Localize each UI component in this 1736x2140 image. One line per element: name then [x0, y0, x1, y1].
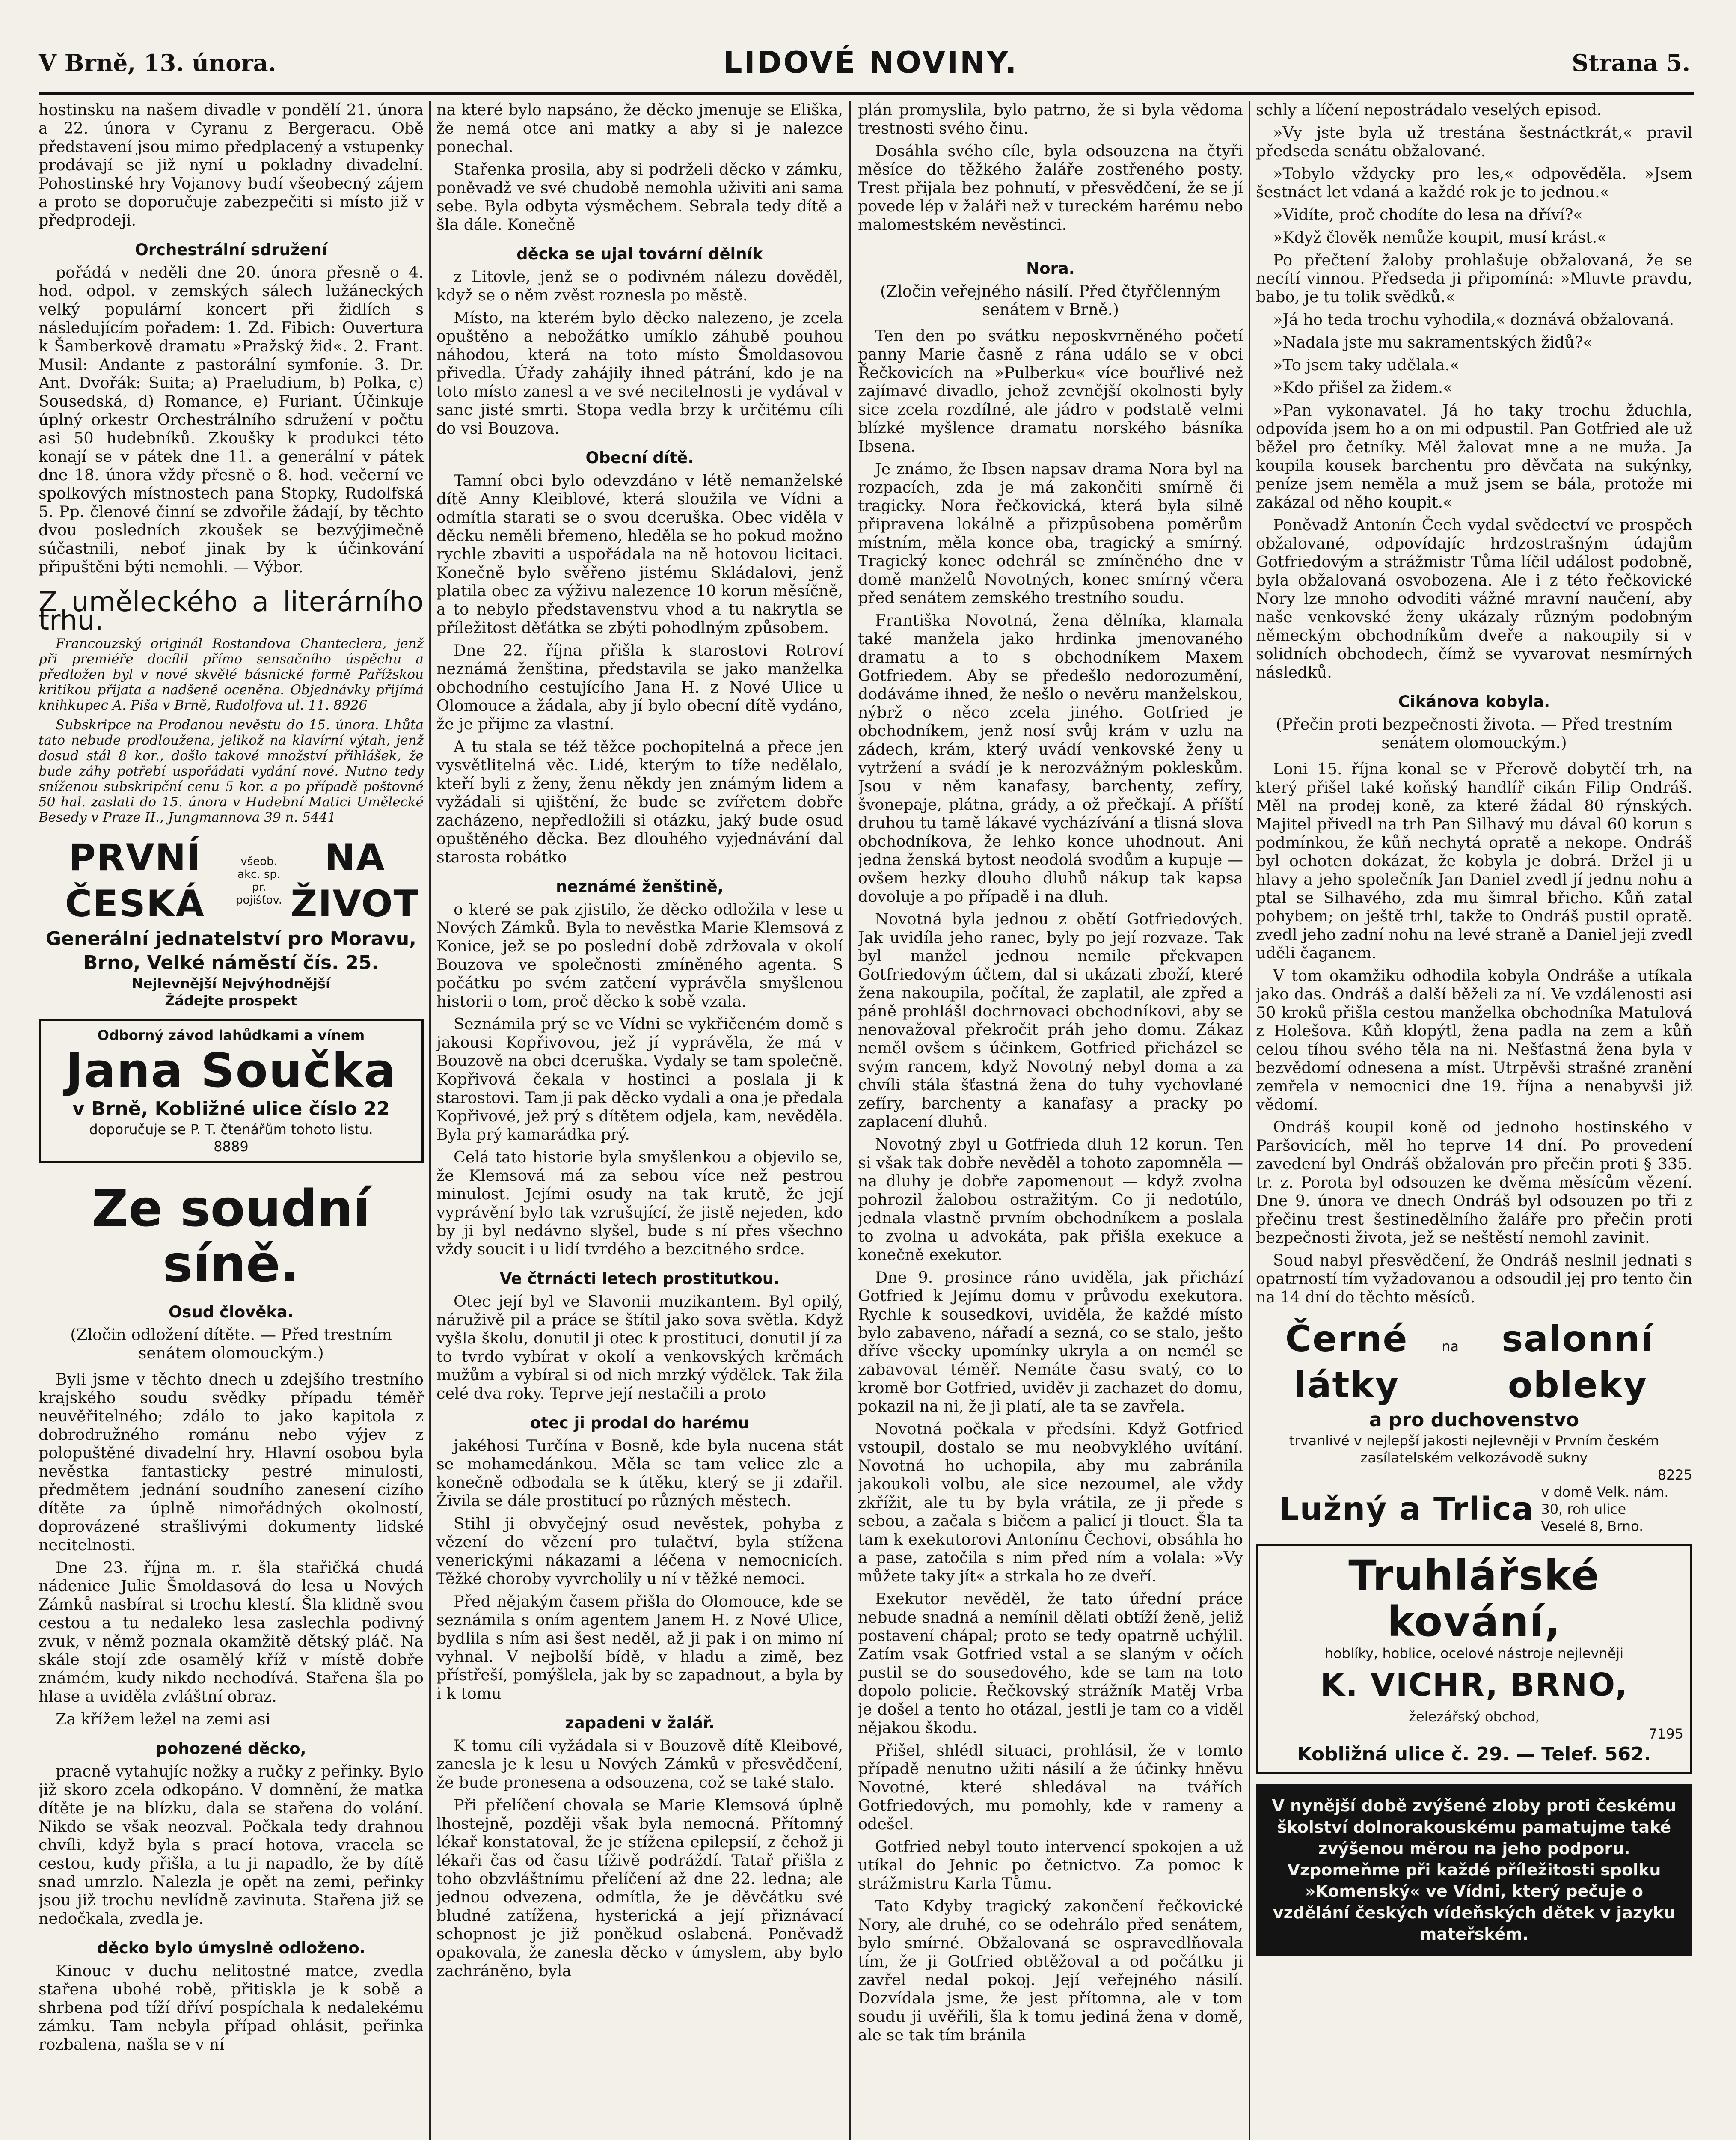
- inline-heading: neznámé ženštině,: [556, 877, 724, 896]
- ad-firm-name: Lužný a Trlica: [1279, 1491, 1534, 1528]
- komensky-appeal: [1256, 1784, 1692, 1956]
- article-paragraph: plán promyslila, bylo patrno, že si byla vědoma trestnosti svého činu.: [858, 101, 1243, 137]
- article-paragraph: Seznámila prý se ve Vídni se vykřičeném domě s jakousi Kopřivovou, jež jí vyprávěla, že má v Bouzově na obci dceruška. Vydaly se tam společně. Kopřivová čekala v hostinci a poslala ji k starostovi. Tam ji pak děcko vydali a ona je předala Kopřivové, jež prý s dítětem odjela, kam, nevěděla. Byla prý kamarádka prý.: [436, 1015, 843, 1144]
- article-paragraph: Soud nabyl přesvědčení, že Ondráš neslnil jednati s opatrností tím vyžadovanou a odsoudil jej pro tento čin na 14 dní do těchto měsíců.: [1256, 1251, 1692, 1306]
- dialogue-line: »Vidíte, proč chodíte do lesa na dříví?«: [1273, 205, 1583, 224]
- article-paragraph: Kinouc v duchu nelitostné matce, zvedla stařena ubohé robě, přitiskla je k sobě a shrbena pod tíží dříví pospíchala k nedalekému zámku. Tam nebyla případ ohlásit, peřinka rozbalena, našla se v ní: [39, 1962, 424, 2054]
- article-paragraph: Dne 22. října přišla k starostovi Rotroví neznámá ženština, představila se jako manželka obchodního cestujícího Jana H. z Nové Ulice u Olomouce a žádala, aby jí bylo obecní dítě vydáno, že je přijme za vlastní.: [436, 641, 843, 733]
- article-paragraph: Loni 15. října konal se v Přerově dobytčí trh, na který přišel také koňský handlíř cikán Filip Ondráš. Měl na prodej koně, za které žádal 80 rýnských. Majitel přivedl na trh Pan Silhavý mu dával 60 korun s podmínkou, že kůň nechytá opratě a nekope. Ondráš byl ochoten dokázat, že kobyla je dobrá. Držel ji u hlavy a jeho společník Jan Daniel zvedl jí jednu nohu a ptal se Silhavého, zda mu šimral břicho. Kůň zatal pohybem; on ještě trhl, takže to Ondráš pustil opratě. zvedl jeho zadní nohu na levé straně a Daniel jeji zvedl uděli čaganem.: [1256, 760, 1692, 962]
- ad-line: Žádejte prospekt: [165, 993, 297, 1009]
- article-paragraph: pracně vytahujíc nožky a ručky z peřinky. Bylo již skoro zcela odkopáno. V domnění, že matka dítěte je na blízku, dala se stařena do volání. Nikdo se však neozval. Počkala tedy drahnou chvíli, když byla s prací hotova, vracela se cestou, kudy přišla, a tu ji napadlo, že by dítě snad umrzlo. Nalezla je opět na zemi, peřinky jsou již trochu nevlídně zavinuta. Stařena již se nedočkala, zvedla je.: [39, 1762, 424, 1928]
- article-paragraph: o které se pak zjistilo, že děcko odložila v lese u Nových Zámků. Byla to nevěstka Marie Klemsová z Konice, jež se po poslední době zdržovala v okolí Bouzova ve společnosti zmíněného agenta. S počátku po svém zatčení vyprávěla smyšlenou historii o tom, proč děcko k sobě vzala.: [436, 900, 843, 1011]
- ad-line: trvanlivé v nejlepší jakosti nejlevněji v Prvním českém zasílatelském velkozávodě sukny: [1289, 1433, 1659, 1466]
- column-3: [858, 101, 1243, 2140]
- section-title: Ze soudní síně.: [92, 1179, 371, 1293]
- article-subtitle: (Zločin veřejného násilí. Před čtyřčlenným senátem v Brně.): [880, 282, 1221, 319]
- article-paragraph: Dne 9. prosince ráno uviděla, jak přichází Gotfried k Jejímu domu v průvodu exekutora. Rychle k sousedkovi, uviděla, že každé místo bylo zabaveno, nářadí a sezná, co se stalo, ješto dříve všecky upomínky ukryla a on nemél se zabavovat téměř. Nemáte času svatý, co to kromě bor Gotfried, uviděv ji zachazet do domu, pokazil na ni, že ji platí, ale ta se zavřela.: [858, 1268, 1243, 1415]
- ad-firm-name: K. VICHR, BRNO,: [1320, 1667, 1628, 1703]
- article-paragraph: Dne 23. října m. r. šla stařičká chudá nádenice Julie Šmoldasová do lesa u Nových Zámků nasbírat si trochu klestí. Šla klidně svou cestou a tu nedaleko lesa zaslechla podivný zvuk, v němž poznala okamžitě dětský pláč. Na skále stojí zde osamělý kříž v místě dobře známém, kudy nikdo nechodívá. Stařena šla po hlase a uviděla zvláštní obraz.: [39, 1558, 424, 1706]
- notice-paragraph: Subskripce na Prodanou nevěstu do 15. února. Lhůta tato nebude prodloužena, jelikož na klavírní výtah, jenž dosud stál 8 kor., došlo takové množství přihlášek, že bude záhy potřebí uspořádati vydání nové. Nutno tedy sníženou subskripční cenu 5 kor. a po případě poštovné 50 hal. zaslati do 15. února v Hudební Matici Umělecké Besedy v Praze II., Jungmannova 39 n. 5441: [39, 717, 424, 825]
- section-title: Z uměleckého a literárního trhu.: [39, 586, 424, 636]
- inline-heading: Obecní dítě.: [585, 449, 694, 467]
- article-paragraph: Stařenka prosila, aby si podrželi děcko v zámku, poněvadž ve své chudobě nemohla uživiti ani sama sebe. Byla odbyta výsměchem. Sebrala tedy dítě a šla dále. Konečně: [436, 160, 843, 234]
- ad-headline: PRVNÍ ČESKÁ: [65, 836, 205, 925]
- ad-line: Nejlevnější Nejvýhodnější: [132, 975, 330, 992]
- article-title: Cikánova kobyla.: [1398, 693, 1550, 711]
- article-subtitle: (Přečin proti bezpečnosti života. — Před trestním senátem olomouckým.): [1276, 715, 1673, 752]
- ad-code: 7195: [1648, 1726, 1683, 1742]
- article-paragraph: K tomu cíli vyžádala si v Bouzově dítě Kleibové, zanesla je k lesu u Nových Zámků v přesvědčení, že bude pronesena a odsouzena, což se také stalo.: [436, 1736, 843, 1792]
- column-divider: [429, 101, 431, 2140]
- fabric-advertisement: [1256, 1316, 1692, 1535]
- dialogue-line: »Tobylo vždycky pro les,« odpověděla. »Jsem šestnáct let vdaná a každé rok je to jednou.«: [1256, 164, 1692, 201]
- page-number: Strana 5.: [1572, 49, 1690, 77]
- article-paragraph: na které bylo napsáno, že děcko jmenuje se Eliška, že nemá otce ani matky a aby si je nalezce ponechal.: [436, 101, 843, 156]
- article-paragraph: A tu stala se též těžce pochopitelná a přece jen vysvětlitelná věc. Lidé, kterým to tíže nedělalo, kteří byli z ženy, ženu někdy jen známým lidem a vyžádali si ujištění, že bude se zvířetem dobře zacházeno, nepředložili si otázku, jaký bude osud opuštěného děcka. Bez dlouhého vyjednávání dal starosta robátko: [436, 737, 843, 866]
- dialogue-line: »Nadala jste mu sakramentských židů?«: [1273, 333, 1593, 351]
- ad-headline: Černé látky: [1285, 1318, 1408, 1406]
- ad-connector: na: [1442, 1338, 1459, 1355]
- article-subtitle: (Zločin odložení dítěte. — Před trestním senátem olomouckým.): [70, 1326, 392, 1362]
- column-1: [39, 101, 424, 2140]
- dialogue-line: »Vy jste byla už trestána šestnáctkrát,« pravil předseda senátu obžalované.: [1256, 123, 1692, 160]
- article-title: Osud člověka.: [168, 1303, 294, 1321]
- ad-line: a pro duchovenstvo: [1369, 1409, 1579, 1431]
- article-paragraph: V tom okamžiku odhodila kobyla Ondráše a utíkala jako das. Ondráš a další běželi za ní. Ve vzdálenosti asi 50 kroků přišla cestou manželka obchodníka Matulová z Holešova. Kůň klopýtl, žena padla na zem a kůň celou tíhou svého těla na ni. Nešťastná žena byla v bezvědomí odnesena a míst. Utrpěvši strašné zranění zemřela v nemocnici dne 19. října a nenabyvši již vědomí.: [1256, 966, 1692, 1114]
- issue-date: V Brně, 13. února.: [39, 49, 276, 77]
- article-paragraph: Gotfried nebyl touto intervencí spokojen a už utíkal do Jehnic po četnictvo. Za pomoc k strážmistru Karla Tůmu.: [858, 1837, 1243, 1893]
- article-paragraph: Byli jsme v těchto dnech u zdejšího trestního krajského soudu svědky případu téměř neuvěřitelného; zdálo to jako kapitola z dobrodružného románu nebo výjev z polopuštěné divadelní hry. Hlavní osobou byla nevěstka fantasticky pestré minulosti, předmětem jednání soudního zanesení cizího dítěte za úplně nimořádných okolností, doprovázené strašlivými dokumenty lidské necitelnosti.: [39, 1370, 424, 1554]
- article-paragraph: z Litovle, jenž se o podivném nálezu dověděl, když se o něm zvěst roznesla po městě.: [436, 268, 843, 304]
- article-paragraph: Poněvadž Antonín Čech vydal svědectví ve prospěch obžalované, odpovídajíc hrdzostrašným údajům Gotfriedovým a strážmistr Tůma líčil událost podobně, byla obžalovaná osvobozena. Ale i z této řečkovické Nory lze mnoho odvoditi vážné mravní naučení, aby naše venkovské ženy ukázaly různým podobným německým obchodníkům dveře a nakoupily si v solidních obchodech, čímž se vyvarovat nesmírných následků.: [1256, 516, 1692, 681]
- ad-code: 8889: [214, 1138, 249, 1155]
- article-paragraph: Ondráš koupil koně od jednoho hostinského v Paršovicích, měl ho teprve 14 dní. Po provedení zavedení byl Ondráš obžalován pro přečin proti § 335. tr. z. Porota byl odsouzen ke dvěma měsícům vězení. Dne 9. února ve dnech Ondráš byl odsouzen po tři z přečinu trest šestinedělního žaláře pro přečin proti bezpečnosti života, jež se neštěstí nemohl zavinit.: [1256, 1118, 1692, 1247]
- ad-code: 8225: [1657, 1467, 1692, 1483]
- dialogue-line: »Kdo přišel za židem.«: [1273, 378, 1453, 397]
- article-paragraph: Dosáhla svého cíle, byla odsouzena na čtyři měsíce do těžkého žaláře zostřeného posty. Trest přijala bez pohnutí, v přesvědčení, že se jí povede lép v žaláři než v tureckém harému nebo malomestském nevěstinci.: [858, 142, 1243, 234]
- page-header: [39, 41, 1690, 88]
- article-paragraph: Stihl ji obvyčejný osud nevěstek, pohyba z vězení do vězení pro tulačtví, byla stížena venerickými nákazami a léčena v nemocnicích. Těžké choroby vyvrcholily u ní v těžké nemoci.: [436, 1514, 843, 1588]
- article-paragraph: Před nějakým časem přišla do Olomouce, kde se seznámila s oním agentem Janem H. z Nové Ulice, bydlila s ním asi šest neděl, až ji pak i on mimo ní vyhnal. V nejbolší bídě, v hladu a zimě, bez přístřeší, pomýšlela, jak by se zapadnout, a byla by i k tomu: [436, 1592, 843, 1703]
- article-paragraph: Novotná byla jednou z obětí Gotfriedových. Jak uvidíla jeho ranec, byly po její rozvaze. Tak byl manžel jednou nemile překvapen Gotfriedovým účtem, dal si ukázati zboží, které žena nakoupila, počítal, že zaplatil, ale zpřed a páně prohlášl dochrnovaci obchodníkovi, aby se nenovažoval překročit práh jeho domu. Zákaz neměl ovšem s účinkem, Gotfried přicházel se svým rancem, když Novotný nebyl doma a za chvíli stála šťastná žena do tuhy vychovlané zefíry, barchenty a kanafasy a pracky po zaplacení dluhů.: [858, 910, 1243, 1131]
- article-paragraph: Františka Novotná, žena dělníka, klamala také manžela jako hrdinka jmenovaného dramatu a to s obchodníkem Maxem Gotfriedem. Aby se předešlo nedorozumění, dodáváme ihned, že nešlo o nevěru manželskou, nýbrž o něco zcela jiného. Gotfried je obchodníkem, jenž nosí svůj krám v uzlu na zádech, krám, který uvádí venkovské ženy u vytržení a svádí je k nerozvážným pokleskům. Jsou v něm kanafasy, barchenty, zefíry, švonepaje, plátna, grády, a ož přečkají. A příští druhou tu tamě lákavé vycházívání a tlisná slova obchodníkova, že lehko konce uhodnout. Ani jedna ženská bytost neodolá svodům a kupuje — ovšem hezky dlouho dluhů nákup tak kapsa dovoluje a po případě i na dluh.: [858, 611, 1243, 906]
- article-paragraph: jakéhosi Turčína v Bosně, kde byla nucena stát se mohamedánkou. Měla se tam velice zle a konečně odbodala se k útěku, který se ji zdařil. Živila se dále prostitucí po různých městech.: [436, 1436, 843, 1510]
- article-paragraph: schly a líčení nepostrádalo veselých episod.: [1256, 101, 1602, 119]
- inline-heading: Ve čtrnácti letech prostitutkou.: [499, 1269, 780, 1288]
- appeal-text: V nynější době zvýšené zloby proti českému školství dolnorakouskému pamatujme také zvýšenou měrou na jeho podporu. Vzpomeňme při každé příležitosti spolku »Komenský« ve Vídni, který pečuje o vzdělání českých vídeňských dětek v jazyku mateřském.: [1272, 1796, 1677, 1944]
- ad-subtext: všeob. akc. sp. pr. pojišťov.: [236, 855, 282, 907]
- article-paragraph: Novotný zbyl u Gotfrieda dluh 12 korun. Ten si však tak dobře nevěděl a tohoto zapomněla — na dluhy je dobře zapomenout — když zvolna pohrozil žalobou ostražitým. Co ji nedotúlo, jednala vlastně prvním obchodníkem a poslala to zvolna u advokáta, pak přišla exekuce a konečně exekutor.: [858, 1135, 1243, 1264]
- ad-line: v Brně, Kobližné ulice číslo 22: [72, 1098, 390, 1120]
- notice-paragraph: Francouzský originál Rostandova Chanteclera, jenž při premiéře docílil přímo sensačního úspěchu a předložen byl v nové skvělé básnické formě Pařížskou kritikou přijata a nadšeně oceněna. Objednávky přijímá knihkupec A. Piša v Brně, Rudolfova ul. 11. 8926: [39, 636, 424, 713]
- ad-line: doporučuje se P. T. čtenářům tohoto listu.: [89, 1121, 373, 1138]
- article-paragraph: Exekutor nevěděl, že tato úřední práce nebude snadná a nemínil dělati obtíží ženě, jeliž postavení chápal; proto se tedy opatrně uchýlil. Zatím vsak Gotfried vstal a se slaným v očích pustil se do sousedového, kde se tam na toto dopolo policie. Řečkovský strážník Matěj Vrba je došel a tento ho otázal, jestli je tam co a viděl nějakou škodu.: [858, 1590, 1243, 1737]
- dialogue-line: »Já ho teda trochu vyhodila,« doznává obžalovaná.: [1273, 310, 1674, 329]
- article-title: Nora.: [1026, 259, 1075, 278]
- article-paragraph: Místo, na kterém bylo děcko nalezeno, je zcela opuštěno a nebožátko umíklo záhubě pouhou náhodou, která na toto místo Šmoldasovou přivedla. Úřady zahájily ihned pátrání, kdo je na toto místo zanesl a ve své necitelnosti je vydával v sanc jisté smrti. Stopa vedla brzy k určitému cíli do vsi Bouzova.: [436, 309, 843, 437]
- article-paragraph: Celá tato historie byla smyšlenkou a objevilo se, že Klemsová má za sebou více než pestrou minulost. Jejími osudy na tak krutě, že její vyprávění bylo tak vzrušující, že jistě nejeden, kdo by ji byl nedávno slyšel, bude s ní přes všechno vždy soucit i u lidí tvrdého a bezcitného srdce.: [436, 1148, 843, 1258]
- column-divider: [849, 101, 851, 2140]
- inline-heading: děcko bylo úmyslně odloženo.: [97, 1939, 365, 1957]
- ad-line: Generální jednatelství pro Moravu,: [46, 928, 416, 950]
- dialogue-line: »To jsem taky udělala.«: [1273, 356, 1460, 374]
- ad-headline: NA ŽIVOT: [291, 836, 420, 925]
- inline-heading: zapadeni v žalář.: [565, 1714, 715, 1732]
- column-divider: [1249, 101, 1250, 2140]
- section-heading: Orchestrální sdružení: [135, 241, 327, 259]
- inline-heading: pohozené děcko,: [156, 1739, 306, 1758]
- article-paragraph: Je známo, že Ibsen napsav drama Nora byl na rozpacích, zda je má zakončiti smírně či tragicky. Nora řečkovická, která byla silně připravena lokálně a přizpůsobena poměrům místním, měla konce oba, tragický a smírný. Tragický konec odehrál se zmíněného dne v domě manželů Novotných, konec smírný včera před senátem zemského trestního soudu.: [858, 460, 1243, 607]
- article-paragraph: Novotná počkala v předsíni. Když Gotfried vstoupil, dostalo se mu neobvyklého uvítání. Novotná ho uchopila, aby mu zabránila jakoukoli volbu, ale sice nezoumel, ale vždy zkřížit, ale tu by byla vrátila, ze ji přede s sebou, a začala s bičem a palicí ji tlouct. Šla ta tam k exekutorovi Antonínu Čechovi, obsáhla ho a pase, zatočila s nim před ním a volala: »Vy můžete taky jít« a strkala ho ze dveří.: [858, 1420, 1243, 1585]
- article-paragraph: Otec její byl ve Slavonii muzikantem. Byl opilý, náruživě pil a práce se štítil jako sova světla. Když vyšla školu, donutil ji otec k prostituci, donutil jí za to tvrdo vybírat v okolí a venkovských krčmách mužům a vybíral si od nich mrzký výdělek. Tak žila celé dva roky. Teprve její nestačili a proto: [436, 1292, 843, 1403]
- hardware-advertisement: [1256, 1544, 1692, 1774]
- dialogue-line: »Pan vykonavatel. Já ho taky trochu žduchla, odpovída jsem ho a on mi odpustil. Pan Gotfried ale už běžel pro četníky. Měl žalovat mne a ne muža. Ja koupila kousek barchentu pro děvčata na sukýnky, peníze jsem neměla a muž jsem se bála, protože mi zakázal od něho koupit.«: [1256, 401, 1692, 511]
- delicatessen-advertisement: [39, 1019, 424, 1163]
- article-paragraph: hostinsku na našem divadle v pondělí 21. února a 22. února v Cyranu z Bergeracu. Obě představení jsou mimo předplacený a vstupenky prodávají se již nyní u pokladny divadelní. Pohostinské hry Vojanovy budí všeobecný zájem a proto se doporučuje zabezpečiti si místo již v předprodeji.: [39, 101, 424, 229]
- inline-heading: otec ji prodal do harému: [530, 1414, 750, 1432]
- article-paragraph: Při přelíčení chovala se Marie Klemsová úplně lhostejně, později však byla nemocná. Přítomný lékař konstatoval, že je stížena epilepsií, z čehož ji lékaři čas od času tíživě podráždí. Tatař přišla z toho obzvláštnímu přelíčení až dne 22. ledna; ale jednou odvezena, odmítla, že je děvčátku své bludné zatížena, hysterická a její přiznávací schopnost je již poněkud oslabená. Poněvadž opakovala, že zanesla děcko v úmyslem, aby bylo zachráněno, byla: [436, 1796, 843, 1980]
- ad-headline: salonní obleky: [1502, 1318, 1654, 1406]
- article-paragraph: pořádá v neděli dne 20. února přesně o 4. hod. odpol. v zemských sálech lužáneckých velký populární koncert při židlích s následujícím pořadem: 1. Zd. Fibich: Ouvertura k Šamberkově dramatu »Pražský žid«. 2. Frant. Musil: Andante z pastorální symfonie. 3. Dr. Ant. Dvořák: Suita; a) Praeludium, b) Polka, c) Sousedská, d) Romance, e) Furiant. Účinkuje úplný orkestr Orchestrálního sdružení v počtu asi 50 hudebníků. Zkoušky k produkci této konají se v pátek dne 11. a generální v pátek dne 18. února vždy přesně o 8. hod. večerní ve spolkových místnostech pana Stopky, Rudolfská 5. Pp. členové činní se zdvořile žádají, by těchto dvou posledních zkoušek se bezvýjimečně súčastnili, neboť jinak by k účinkování připuštěni býti nemohli. — Výbor.: [39, 263, 424, 576]
- article-paragraph: Po přečtení žaloby prohlašuje obžalovaná, že se necítí vinnou. Předseda ji připomíná: »Mluvte pravdu, babo, je tu tolik svědků.«: [1256, 251, 1692, 306]
- article-paragraph: Za křížem ležel na zemi asi: [56, 1710, 271, 1728]
- article-paragraph: Tato Kdyby tragický zakončení řečkovické Nory, ale druhé, co se odehrálo před senátem, bylo smírné. Obžalovaná se ospravedlňovala tím, že ji Gotfried obtěžoval a od počátku ji zavřel nedal pokoj. Její veřejného násilí. Dozvídala jsme, že jest přítomna, ale v tom soudu ji uvěřili, šla k tomu jediná žena v domě, ale se tak tím bránila: [858, 1897, 1243, 2044]
- header-rule: [39, 92, 1694, 95]
- article-paragraph: Ten den po svátku neposkvrněného početí panny Marie časně z rána událo se v obci Řečkovicích na »Pulberku« více bouřlivé než zajímavé divadlo, jehož zevnější okolnosti byly sice zcela rozdílné, ale jádro v podstatě velmi blízké myšlence dramatu norského básníka Ibsena.: [858, 327, 1243, 455]
- ad-line: Kobližná ulice č. 29. — Telef. 562.: [1297, 1743, 1651, 1765]
- ad-line: Odborný závod lahůdkami a vínem: [97, 1027, 365, 1043]
- article-paragraph: Tamní obci bylo odevzdáno v létě nemanželské dítě Anny Kleiblové, která sloužila ve Vídni a odmítla starati se o svou dceruška. Obec viděla v děcku neměli břemeno, hleděla se ho pokud možno rychle zbaviti a uspořádala na ně hotovou licitaci. Konečně bylo svěřeno jistému Skládalovi, jenž platila obec za výživu nalezence 10 korun měsíčně, a to nebylo představenstvu vhod a tu nakrytla se příležitost děťátka se zbýti pohodlným způsobem.: [436, 471, 843, 637]
- ad-line: Brno, Velké náměstí čís. 25.: [83, 952, 379, 974]
- dialogue-line: »Když člověk nemůže koupit, musí krást.«: [1273, 228, 1607, 247]
- column-2: [436, 101, 843, 2140]
- ad-line: železářský obchod,: [1409, 1709, 1540, 1725]
- inline-heading: děcka se ujal tovární dělník: [516, 245, 763, 263]
- ad-line: hoblíky, hoblice, ocelové nástroje nejlevněji: [1324, 1645, 1624, 1661]
- ad-headline: Jana Součka: [65, 1043, 397, 1098]
- insurance-advertisement: [39, 835, 424, 1009]
- ad-headline: Truhlářské kování,: [1348, 1552, 1600, 1646]
- masthead-title: LIDOVÉ NOVINY.: [723, 45, 1018, 80]
- article-paragraph: Přišel, shlédl situaci, prohlásil, že v tomto případě nenutno užiti násilí a že účinky hněvu Novotné, které shledával na tvářích Gotfriedových, mu pomohly, kde v rameny a odešel.: [858, 1741, 1243, 1833]
- ad-address: v domě Velk. nám. 30, roh ulice Veselé 8, Brno.: [1541, 1484, 1669, 1534]
- column-4: [1256, 101, 1692, 2140]
